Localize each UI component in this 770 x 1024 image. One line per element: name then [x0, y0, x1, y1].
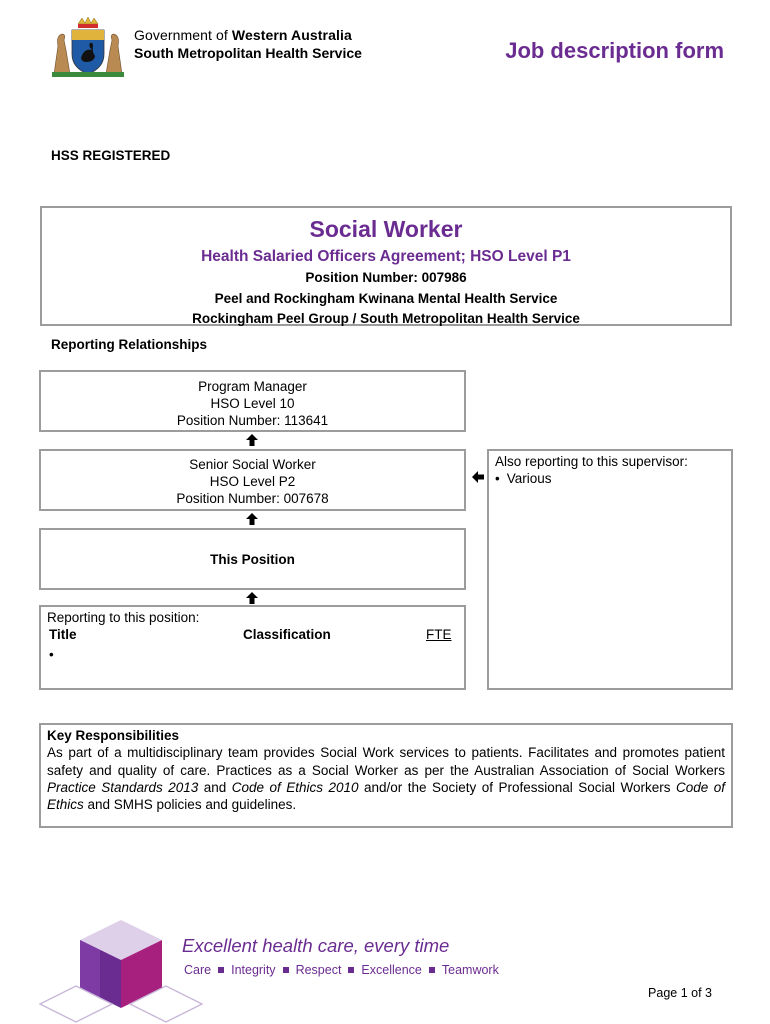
this-position-label: This Position — [210, 551, 295, 567]
manager-level: HSO Level 10 — [210, 396, 295, 411]
manager-title: Program Manager — [198, 379, 307, 394]
key-responsibilities-text: As part of a multidisciplinary team provides Social Work services to patients. Facilitates and promotes patient safety and quality of care. Practices as a Social Worker as per the Australian Association of Social Workers Practice Standards 2013 and Code of Ethics 2010 and/or the Society of Professional Social Workers Code of Ethics and SMHS policies and guidelines. — [47, 745, 725, 813]
value-respect: Respect — [295, 963, 342, 977]
column-fte: FTE — [426, 627, 452, 642]
reporting-relationships-heading: Reporting Relationships — [51, 337, 208, 352]
health-service-name: South Metropolitan Health Service — [134, 45, 362, 61]
form-title: Job description form — [505, 38, 724, 63]
also-reporting-label: Also reporting to this supervisor: — [495, 454, 688, 469]
supervisor-title: Senior Social Worker — [189, 457, 316, 472]
key-responsibilities-heading: Key Responsibilities — [47, 728, 180, 743]
list-item: • Various — [495, 470, 725, 487]
empty-bullet: • — [49, 647, 54, 662]
reporting-to-this-position-box — [39, 605, 466, 690]
this-position-box — [39, 528, 466, 590]
supervisor-level: HSO Level P2 — [209, 474, 296, 489]
manager-position-number: Position Number: 113641 — [176, 413, 329, 428]
footer-values — [184, 963, 499, 977]
arrow-up-icon — [245, 591, 259, 605]
position-service: Peel and Rockingham Kwinana Mental Health Service — [214, 290, 558, 306]
square-bullet-icon — [283, 967, 289, 973]
government-name: Government of Western Australia — [134, 27, 352, 43]
reports-column-headers — [47, 626, 458, 646]
square-bullet-icon — [429, 967, 435, 973]
position-summary-box — [40, 206, 732, 326]
also-reporting-box — [487, 449, 733, 690]
position-agreement: Health Salaried Officers Agreement; HSO Level P1 — [201, 248, 571, 265]
program-manager-box — [39, 370, 466, 432]
page-number: Page 1 of 3 — [648, 986, 712, 1000]
position-number: Position Number: 007986 — [305, 270, 467, 285]
reporting-to-label: Reporting to this position: — [47, 610, 200, 625]
position-title: Social Worker — [309, 216, 463, 242]
column-classification: Classification — [243, 627, 331, 642]
arrow-left-icon — [471, 470, 485, 484]
registration-status: HSS REGISTERED — [51, 148, 171, 163]
square-bullet-icon — [218, 967, 224, 973]
value-integrity: Integrity — [231, 963, 276, 977]
arrow-up-icon — [245, 433, 259, 447]
also-reporting-list — [495, 470, 725, 487]
footer-tagline: Excellent health care, every time — [182, 935, 450, 956]
arrow-up-icon — [245, 512, 259, 526]
column-title: Title — [49, 627, 77, 642]
value-teamwork: Teamwork — [441, 963, 499, 977]
square-bullet-icon — [348, 967, 354, 973]
supervisor-position-number: Position Number: 007678 — [176, 491, 329, 506]
senior-social-worker-box — [39, 449, 466, 511]
wa-crest-logo — [48, 16, 128, 78]
key-responsibilities-box — [39, 723, 733, 828]
value-excellence: Excellence — [361, 963, 422, 977]
position-group: Rockingham Peel Group / South Metropolitan Health Service — [192, 311, 580, 326]
value-care: Care — [184, 963, 212, 977]
